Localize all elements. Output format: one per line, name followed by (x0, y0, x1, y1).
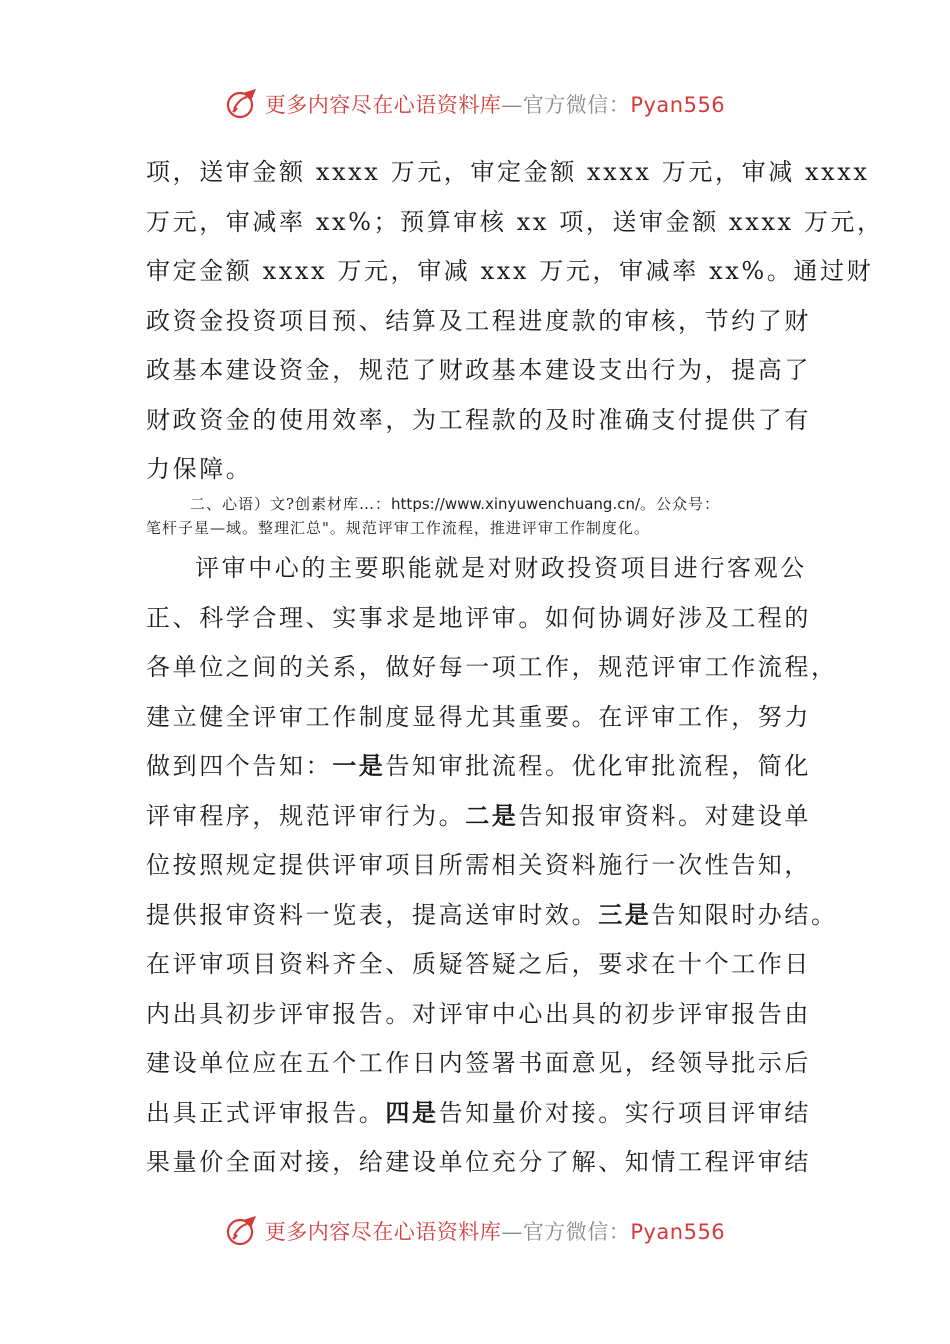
text-line: 各单位之间的关系，做好每一项工作，规范评审工作流程， (146, 653, 838, 681)
text-line: 在评审项目资料齐全、质疑答疑之后，要求在十个工作日 (146, 950, 811, 978)
bold-marker: 二是 (465, 801, 519, 830)
text-line: 建设单位应在五个工作日内签署书面意见，经领导批示后 (146, 1049, 811, 1077)
note-line-1: 二、心语）文?创素材库…：https://www.xinyuwenchuang.cn/。公众号： (190, 495, 721, 513)
paragraph-2 (146, 544, 838, 1188)
text-line: 政基本建设资金，规范了财政基本建设支出行为，提高了 (146, 356, 811, 384)
paragraph-1 (146, 148, 884, 495)
text-line: 评审中心的主要职能就是对财政投资项目进行客观公 (195, 554, 807, 582)
header-banner (0, 84, 950, 124)
text-line: 力保障。 (146, 455, 253, 483)
pen-logo-icon (225, 87, 259, 121)
banner-text: 更多内容尽在心语资料库—官方微信：Pyan556 (264, 1220, 726, 1244)
source-url-link[interactable]: https://www.xinyuwenchuang.cn/ (391, 495, 641, 513)
text-line: 项，送审金额 xxxx 万元，审定金额 xxxx 万元，审减 xxxx (146, 158, 870, 186)
bold-marker: 一是 (332, 752, 386, 780)
bold-marker: 三是 (598, 900, 652, 929)
bold-marker: 四是 (385, 1098, 439, 1127)
note-line-2: 笔杆子星—域。整理汇总"。规范评审工作流程，推进评审工作制度化。 (146, 519, 650, 537)
text-line: 内出具初步评审报告。对评审中心出具的初步评审报告由 (146, 999, 811, 1028)
banner-text: 更多内容尽在心语资料库—官方微信：Pyan556 (264, 93, 726, 117)
section-heading-note (146, 492, 806, 540)
text-line: 提供报审资料一览表，提高送审时效。三是告知限时办结。 (146, 900, 838, 929)
text-line: 正、科学合理、实事求是地评审。如何协调好涉及工程的 (146, 603, 811, 632)
text-line: 出具正式评审报告。四是告知量价对接。实行项目评审结 (146, 1098, 812, 1127)
text-line: 万元，审减率 xx%；预算审核 xx 项，送审金额 xxxx 万元， (146, 207, 884, 236)
text-line: 建立健全评审工作制度显得尤其重要。在评审工作，努力 (146, 702, 811, 731)
text-line: 做到四个告知：一是告知审批流程。优化审批流程，简化 (146, 752, 812, 780)
footer-banner (0, 1211, 950, 1251)
text-line: 位按照规定提供评审项目所需相关资料施行一次性告知， (146, 851, 811, 879)
text-line: 财政资金的使用效率，为工程款的及时准确支付提供了有 (146, 405, 811, 434)
pen-logo-icon (225, 1214, 259, 1248)
text-line: 评审程序，规范评审行为。二是告知报审资料。对建设单 (146, 801, 812, 830)
text-line: 审定金额 xxxx 万元，审减 xxx 万元，审减率 xx%。通过财 (146, 257, 874, 285)
text-line: 政资金投资项目预、结算及工程进度款的审核，节约了财 (146, 306, 811, 335)
text-line: 果量价全面对接，给建设单位充分了解、知情工程评审结 (146, 1148, 811, 1176)
